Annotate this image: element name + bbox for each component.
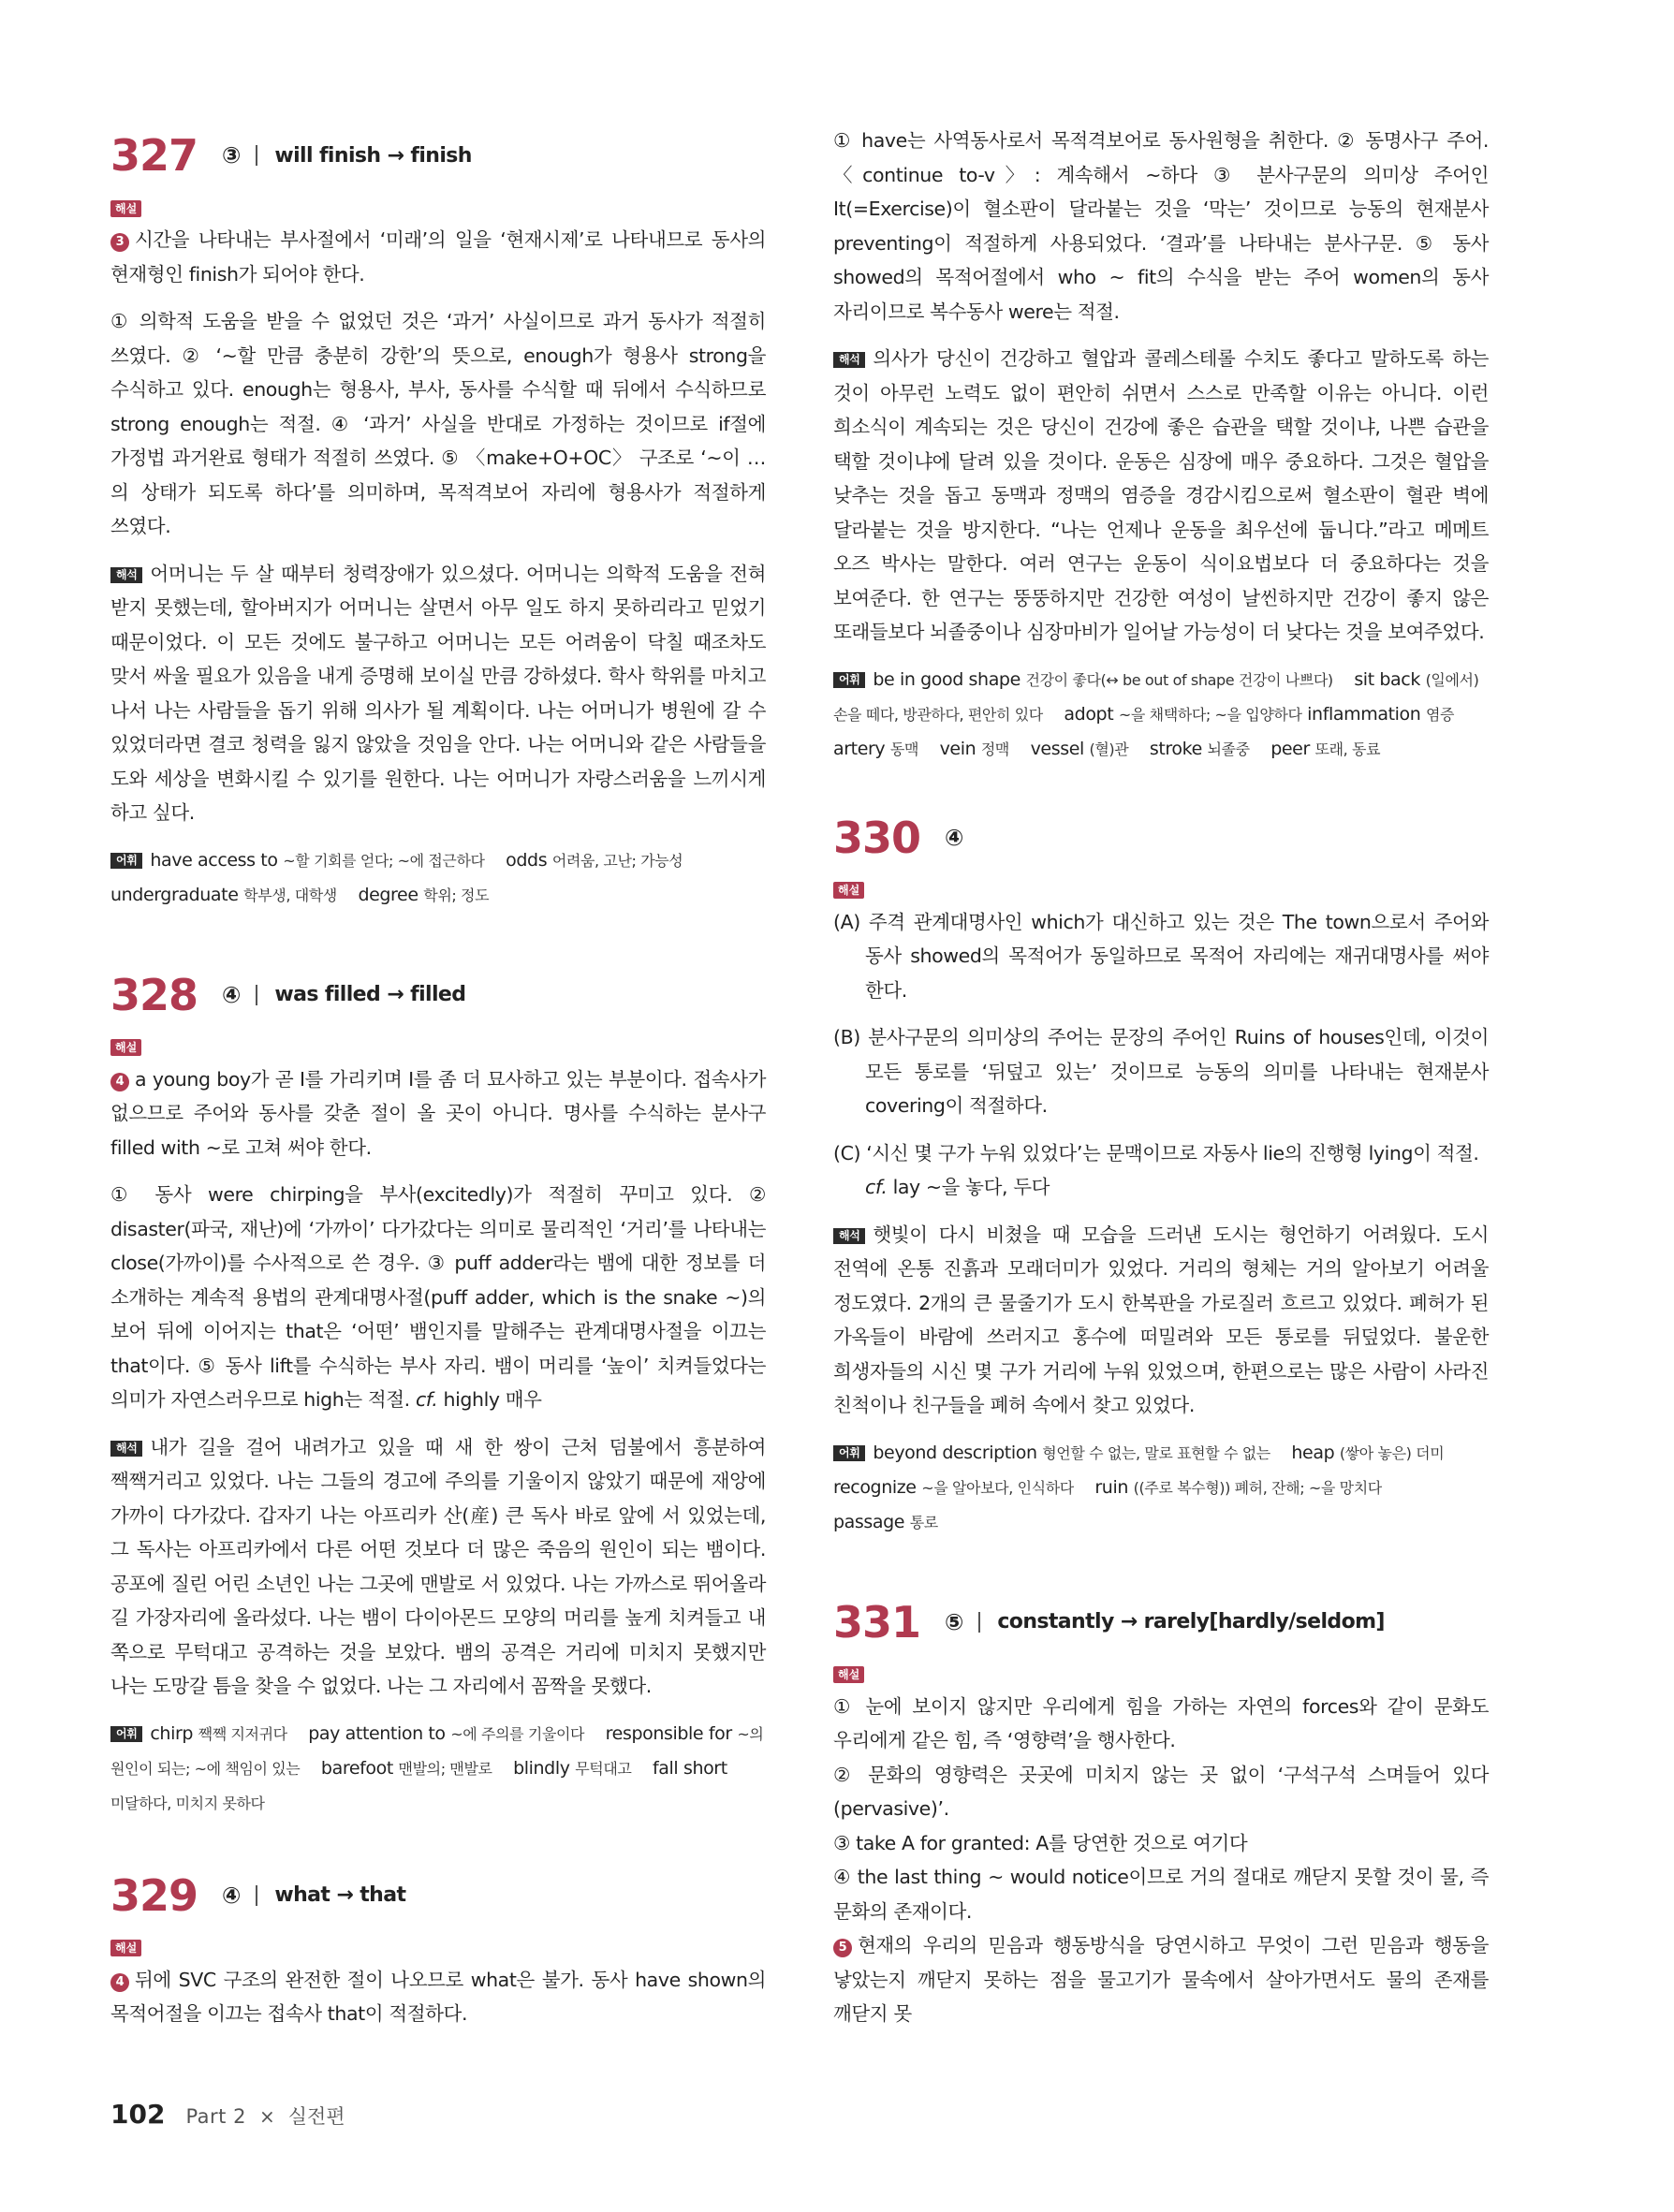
explanation-b: (B) 분사구문의 의미상의 주어는 문장의 주어인 Ruins of houses인데, 이것이 모든 통로를 ‘뒤덮고 있는’ 것이므로 능동의 의미를 나타내는 현재분사 covering이 적절하다. [833, 1026, 1489, 1117]
part-label: Part 2 [185, 2105, 246, 2128]
correction: what → that [274, 1883, 406, 1907]
explanation-main: 4 a young boy가 곧 I를 가리키며 I를 좀 더 묘사하고 있는 부분이다. 접속사가 없으므로 주어와 동사를 갖춘 절이 올 곳이 아니다. 명사를 수식하는 분사구 filled with ~로 고쳐 써야 한다. [110, 1067, 766, 1159]
explanation-tag: 해설 [110, 200, 141, 217]
explanation-main: 3 시간을 나타내는 부사절에서 ‘미래’의 일을 ‘현재시제’로 나타내므로 동사의 현재형인 finish가 되어야 한다. [110, 228, 766, 286]
answer-choice: ④ [222, 1882, 242, 1909]
question-331-header [833, 1589, 1489, 1656]
explanation-main: 4 뒤에 SVC 구조의 완전한 절이 나오므로 what은 불가. 동사 have shown의 목적어절을 이끄는 접속사 that이 적절하다. [110, 1968, 766, 2025]
vocab-tag: 어휘 [833, 1445, 865, 1461]
question-329-header [110, 1862, 766, 1929]
answer-bullet: 3 [110, 233, 129, 252]
explanation-others: ① 의학적 도움을 받을 수 없었던 것은 ‘과거’ 사실이므로 과거 동사가 적절히 쓰였다. ② ‘~할 만큼 충분히 강한’의 뜻으로, enough가 형용사 strong을 수식하고 있다. enough는 형용사, 부사, 동사를 수식할 때 뒤에서 수식하므로 strong enough는 적절. ④ ‘과거’ 사실을 반대로 가정하는 것이므로 if절에 가정법 과거완료 형태가 적절히 쓰였다. ⑤ 〈make+O+OC〉 구조로 ‘~이 …의 상태가 되도록 하다’를 의미하며, 목적격보어 자리에 형용사가 적절하게 쓰였다. [110, 310, 766, 537]
question-327-header [110, 122, 766, 189]
right-column [833, 124, 1489, 2031]
explanation-5: 5 현재의 우리의 믿음과 행동방식을 당연시하고 무엇이 그런 믿음과 행동을 낳았는지 깨닫지 못하는 점을 물고기가 물속에서 살아가면서도 물의 존재를 깨닫지 못 [833, 1934, 1489, 2025]
question-number: 331 [833, 1596, 921, 1648]
explanation-4: ④ the last thing ~ would notice이므로 거의 절대로 깨닫지 못할 것이 물, 즉 문화의 존재이다. [833, 1866, 1489, 1923]
divider [256, 145, 257, 166]
explanation-2: ② 문화의 영향력은 곳곳에 미치지 않는 곳 없이 ‘구석구석 스며들어 있다(pervasive)’. [833, 1763, 1489, 1820]
explanation-tag: 해설 [833, 1666, 864, 1683]
answer-bullet: 4 [110, 1973, 129, 1992]
question-330-header [833, 804, 1489, 872]
explanation-3: ③ take A for granted: A를 당연한 것으로 여기다 [833, 1831, 1248, 1854]
translation-tag: 해석 [110, 1441, 142, 1457]
explanation-tag: 해설 [833, 882, 864, 899]
page-footer [110, 2099, 345, 2130]
translation-330: 해석 햇빛이 다시 비쳤을 때 모습을 드러낸 도시는 형언하기 어려웠다. 도시 전역에 온통 진흙과 모래더미가 있었다. 거리의 형체는 거의 알아보기 어려울 정도였다. 2개의 큰 물줄기가 도시 한복판을 가로질러 흐르고 있었다. 폐허가 된 가옥들이 바람에 쓰러지고 홍수에 떠밀려와 모든 통로를 뒤덮었다. 불운한 희생자들의 시신 몇 구가 거리에 누워 있었으며, 한편으로는 많은 사람이 사라진 친척이나 친구들을 폐허 속에서 찾고 있었다. [833, 1223, 1489, 1416]
translation: 해석 내가 길을 걸어 내려가고 있을 때 새 한 쌍이 근처 덤불에서 흥분하여 짹짹거리고 있었다. 나는 그들의 경고에 주의를 기울이지 않았기 때문에 재앙에 가까이 다가갔다. 갑자기 나는 아프리카 산(産) 큰 독사 바로 앞에 서 있었는데, 그 독사는 아프리카에서 다른 어떤 것보다 더 많은 죽음의 원인이 되는 뱀이다. 공포에 질린 어린 소년인 나는 그곳에 맨발로 서 있었다. 나는 가까스로 뛰어올라 길 가장자리에 올라섰다. 나는 뱀이 다이아몬드 모양의 머리를 높게 치켜들고 내 쪽으로 무턱대고 공격하는 것을 보았다. 뱀의 공격은 거리에 미치지 못했지만 나는 도망갈 틈을 찾을 수 없었다. 나는 그 자리에서 꼼짝을 못했다. [110, 1435, 766, 1697]
explanation-1: ① 눈에 보이지 않지만 우리에게 힘을 가하는 자연의 forces와 같이 문화도 우리에게 같은 힘, 즉 ‘영향력’을 행사한다. [833, 1694, 1489, 1751]
separator: × [258, 2105, 275, 2128]
answer-choice: ③ [222, 142, 242, 168]
translation-tag: 해석 [833, 352, 865, 368]
vocab-tag: 어휘 [110, 853, 142, 869]
explanation-a: (A) 주격 관계대명사인 which가 대신하고 있는 것은 The town으로서 주어와 동사 showed의 목적어가 동일하므로 목적어 자리에는 재귀대명사를 써야 한다. [833, 910, 1489, 1002]
vocab-list: 어휘 chirp 짹짹 지저귀다 pay attention to ~에 주의를 기울이다 responsible for ~의 원인이 되는; ~에 책임이 있는 barefoot 맨발의; 맨발로 blindly 무턱대고 fall short 미달하다, 미치지 못하다 [110, 1722, 764, 1812]
answer-choice: ⑤ [945, 1608, 964, 1635]
divider [978, 1612, 980, 1633]
translation-tag: 해석 [110, 567, 142, 583]
vocab-list-330: 어휘 beyond description 형언할 수 없는, 말로 표현할 수 없는 heap (쌓아 놓은) 더미 recognize ~을 알아보다, 인식하다 ruin ((주로 복수형)) 폐허, 잔해; ~을 망치다 passage 통로 [833, 1442, 1445, 1532]
translation: 해석 어머니는 두 살 때부터 청력장애가 있으셨다. 어머니는 의학적 도움을 전혀 받지 못했는데, 할아버지가 어머니는 살면서 아무 일도 하지 못하리라고 믿었기 때문이었다. 이 모든 것에도 불구하고 어머니는 모든 어려움이 닥칠 때조차도 맞서 싸울 필요가 있음을 내게 증명해 보이실 만큼 강하셨다. 학사 학위를 마치고 나서 나는 사람들을 돕기 위해 의사가 될 계획이다. 나는 어머니가 병원에 갈 수 있었더라면 결코 청력을 잃지 않았을 것임을 안다. 나는 어머니와 같은 사람들을 도와 세상을 변화시킬 수 있기를 원한다. 나는 어머니가 자랑스러움을 느끼시게 하고 싶다. [110, 562, 766, 824]
vocab-tag: 어휘 [833, 672, 865, 688]
explanation-others-329: ① have는 사역동사로서 목적격보어로 동사원형을 취한다. ② 동명사구 주어. 〈continue to-v〉: 계속해서 ~하다 ③ 분사구문의 의미상 주어인 It(=Exercise)이 혈소판이 달라붙는 것을 ‘막는’ 것이므로 능동의 현재분사 preventing이 적절하게 사용되었다. ‘결과’를 나타내는 분사구문. ⑤ 동사 showed의 목적어절에서 who ~ fit의 수식을 받는 주어 women의 동사 자리이므로 복수동사 were는 적절. [833, 129, 1489, 323]
correction: will finish → finish [274, 143, 472, 168]
vocab-list-329: 어휘 be in good shape 건강이 좋다(↔ be out of shape 건강이 나쁘다) sit back (일에서) 손을 떼다, 방관하다, 편안히 있다 adopt ~을 채택하다; ~을 입양하다 inflammation 염증 artery 동맥 vein 정맥 vessel (혈)관 stroke 뇌졸중 peer 또래, 동료 [833, 668, 1479, 759]
translation-329: 해석 의사가 당신이 건강하고 혈압과 콜레스테롤 수치도 좋다고 말하도록 하는 것이 아무런 노력도 없이 편안히 쉬면서 스스로 만족할 이유는 아니다. 이런 희소식이 계속되는 것은 당신이 건강에 좋은 습관을 택할 것이냐, 나쁜 습관을 택할 것이냐에 달려 있을 것이다. 운동은 심장에 매우 중요하다. 그것은 혈압을 낮추는 것을 돕고 동맥과 정맥의 염증을 경감시킴으로써 혈소판이 혈관 벽에 달라붙는 것을 방지한다. “나는 언제나 운동을 최우선에 둡니다.”라고 메메트 오즈 박사는 말한다. 여러 연구는 운동이 식이요법보다 더 중요하다는 것을 보여준다. 한 연구는 뚱뚱하지만 건강한 여성이 날씬하지만 건강이 좋지 않은 또래들보다 뇌졸중이나 심장마비가 일어날 가능성이 더 낮다는 것을 보여주었다. [833, 347, 1489, 643]
correction: constantly → rarely[hardly/seldom] [997, 1610, 1385, 1633]
vocab-tag: 어휘 [110, 1726, 142, 1742]
explanation-tag: 해설 [110, 1039, 141, 1056]
question-328-header [110, 961, 766, 1029]
divider [256, 1885, 257, 1906]
explanation-others: ① 동사 were chirping을 부사(excitedly)가 적절히 꾸미고 있다. ② disaster(파국, 재난)에 ‘가까이’ 다가갔다는 의미로 물리적인 ‘거리’를 나타내는 close(가까이)를 수사적으로 쓴 경우. ③ puff adder라는 뱀에 대한 정보를 더 소개하는 계속적 용법의 관계대명사절(puff adder, which is the snake ~)의 보어 뒤에 이어지는 that은 ‘어떤’ 뱀인지를 말해주는 관계대명사절을 이끄는 that이다. ⑤ 동사 lift를 수식하는 부사 자리. 뱀이 머리를 ‘높이’ 치켜들었다는 의미가 자연스러우므로 high는 적절. cf. highly 매우 [110, 1183, 766, 1411]
divider [256, 985, 257, 1005]
explanation-c: (C) ‘시신 몇 구가 누워 있었다’는 문맥이므로 자동사 lie의 진행형 lying이 적절. cf. lay ~을 놓다, 두다 [833, 1141, 1479, 1198]
correction: was filled → filled [274, 983, 466, 1006]
answer-bullet: 5 [833, 1939, 852, 1957]
answer-choice: ④ [945, 824, 964, 851]
left-column [110, 122, 766, 2031]
section-label: 실전편 [287, 2105, 345, 2128]
answer-choice: ④ [222, 981, 242, 1008]
question-number: 327 [110, 130, 198, 181]
question-number: 328 [110, 969, 198, 1020]
question-number: 330 [833, 812, 921, 863]
explanation-tag: 해설 [110, 1940, 141, 1956]
question-number: 329 [110, 1869, 198, 1921]
translation-tag: 해석 [833, 1228, 865, 1244]
page-number: 102 [110, 2099, 166, 2130]
answer-bullet: 4 [110, 1073, 129, 1091]
vocab-list: 어휘 have access to ~할 기회를 얻다; ~에 접근하다 odds 어려움, 고난; 가능성 undergraduate 학부생, 대학생 degree 학위; 정도 [110, 849, 683, 905]
